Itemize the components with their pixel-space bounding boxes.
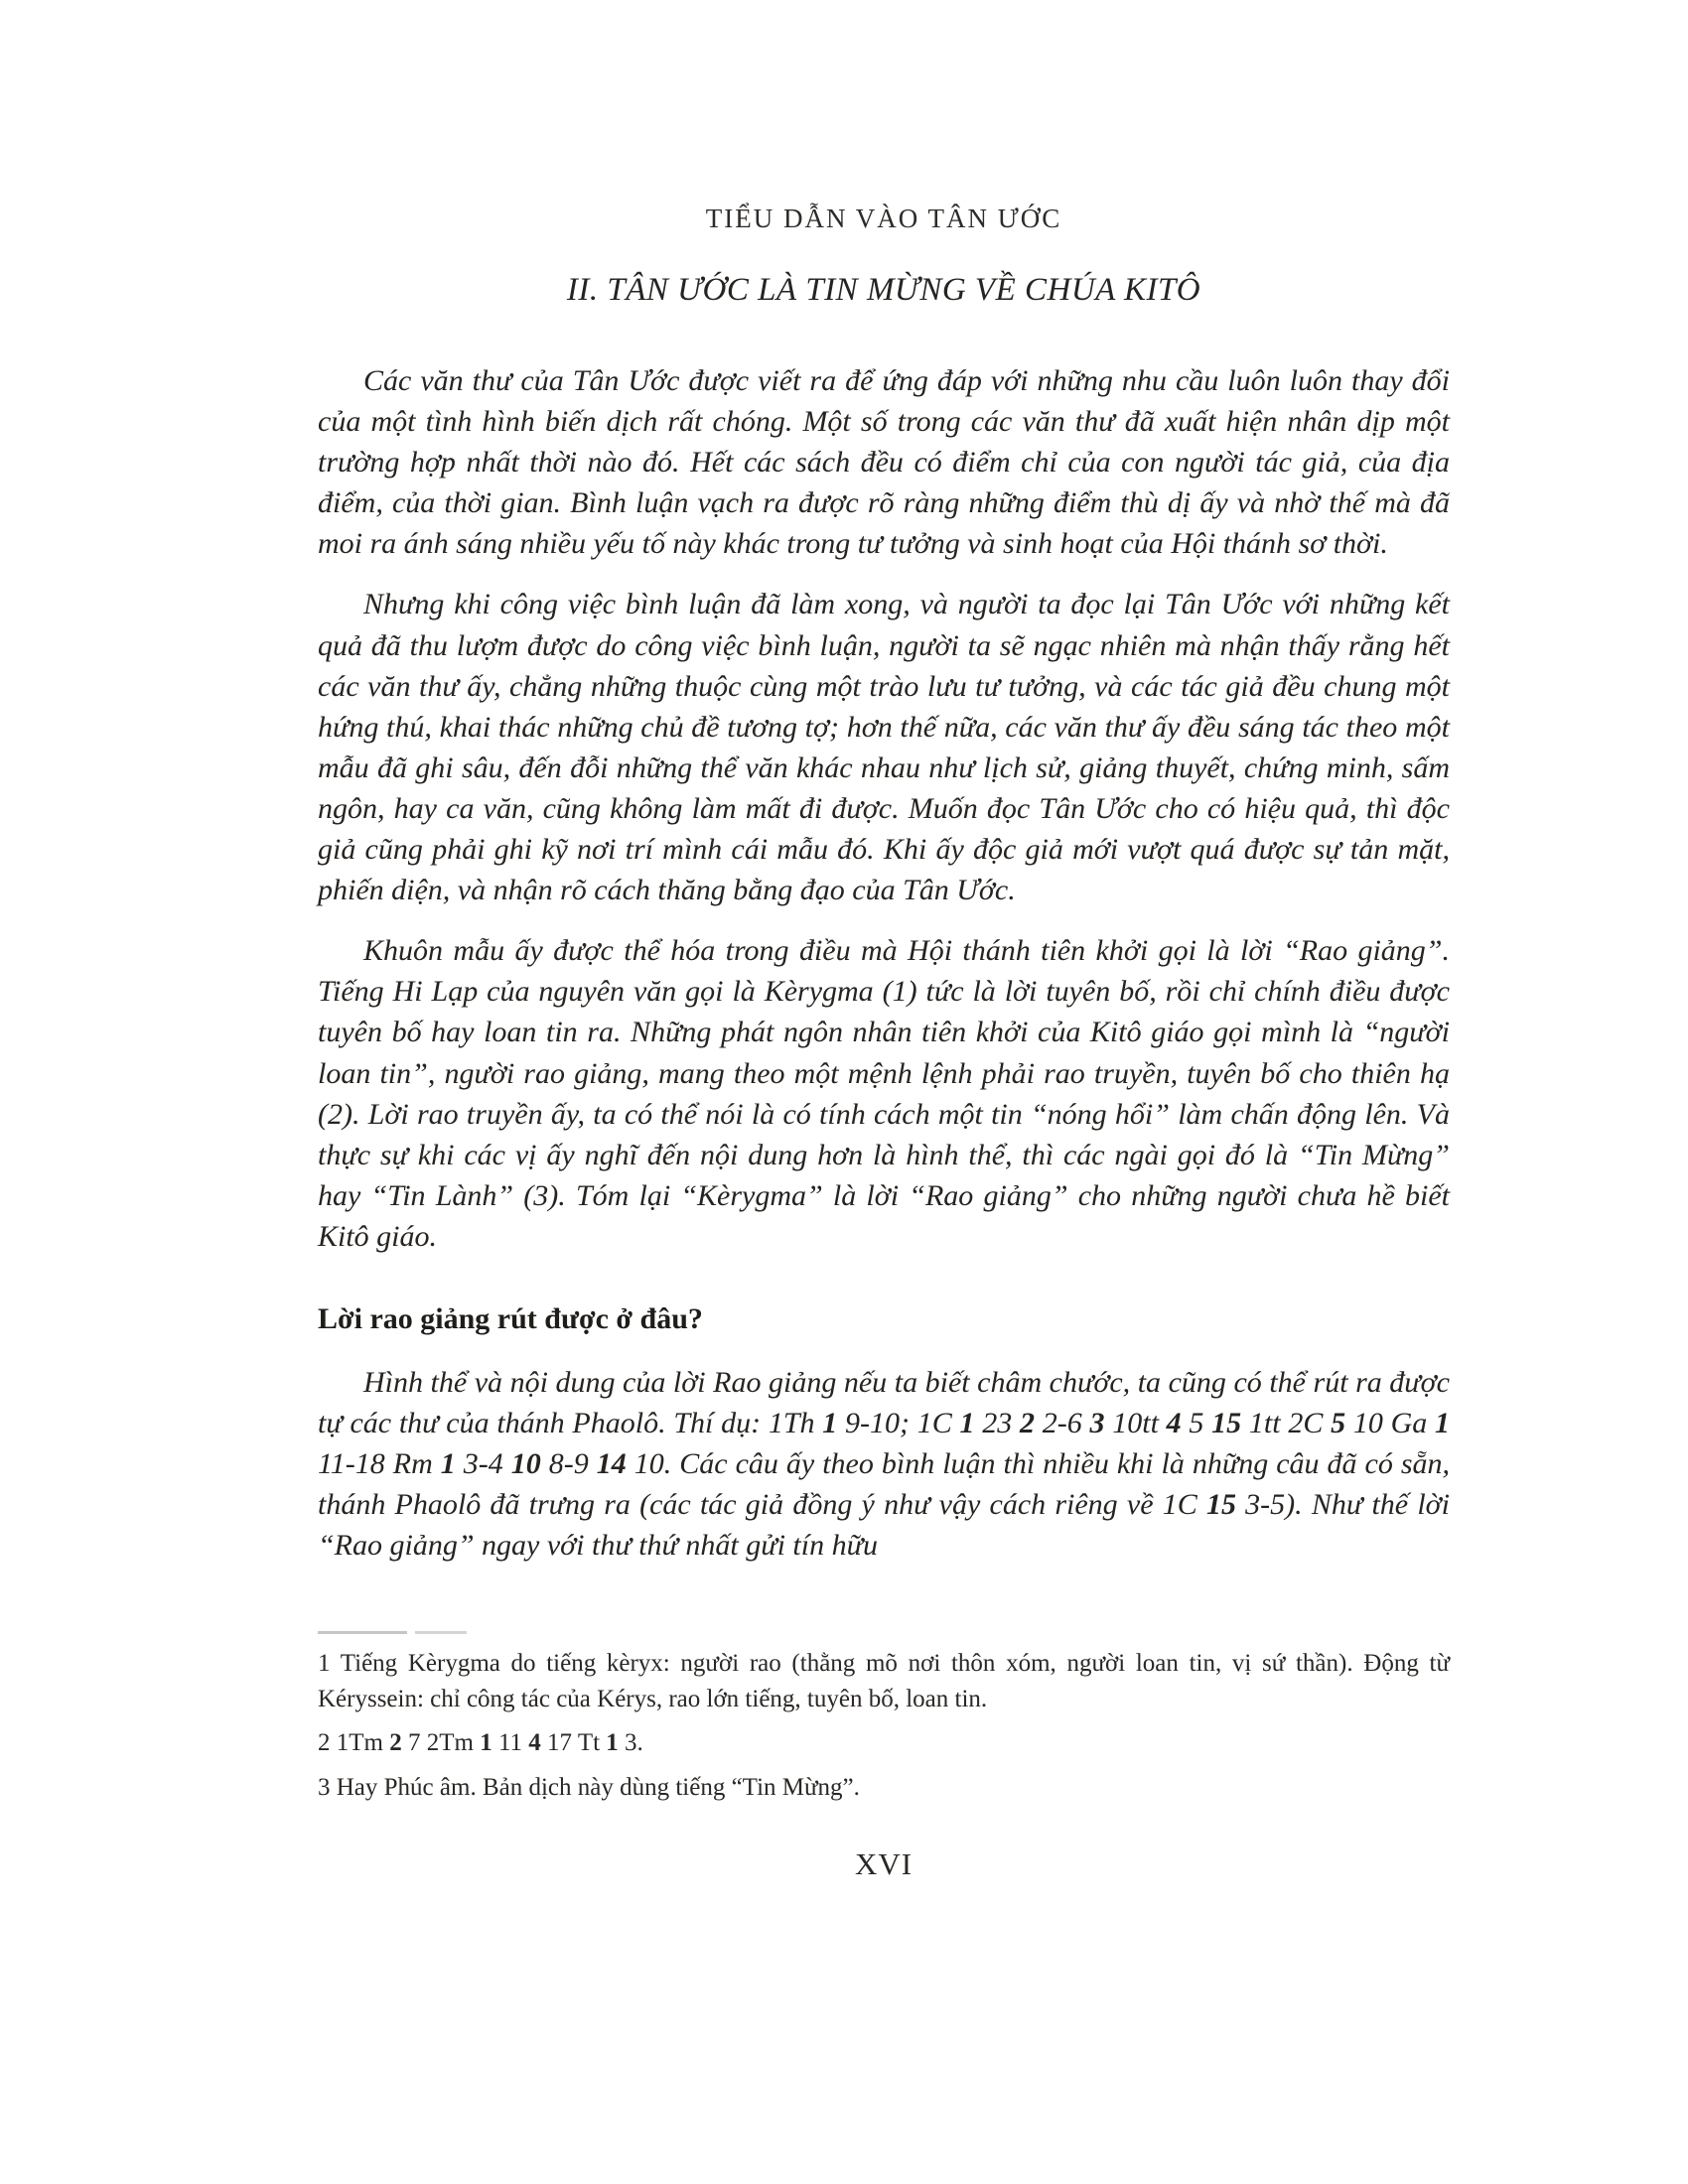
- divider-segment: [318, 1631, 407, 1634]
- page-number: XVI: [854, 1846, 914, 1882]
- footnote-divider: [318, 1631, 1450, 1634]
- body-paragraph-4-references: Hình thể và nội dung của lời Rao giảng nếu ta biết châm chước, ta cũng có thể rút ra được tự các thư của thánh Phaolô. Thí dụ: 1Th 1 9-10; 1C 1 23 2 2-6 3 10tt 4 5 15 1tt 2C 5 10 Ga 1 11-18 Rm 1 3-4 10 8-9 14 10. Các câu ấy theo bình luận thì nhiều khi là những câu đã có sẵn, thánh Phaolô đã trưng ra (các tác giả đồng ý như vậy cách riêng về 1C 15 3-5). Như thế lời “Rao giảng” ngay với thư thứ nhất gửi tín hữu: [318, 1365, 1451, 1563]
- body-paragraph-1: Các văn thư của Tân Ước được viết ra để ứng đáp với những nhu cầu luôn luôn thay đổi của một tình hình biến dịch rất chóng. Một số trong các văn thư đã xuất hiện nhân dịp một trường hợp nhất thời nào đó. Hết các sách đều có điểm chỉ của con người tác giả, của địa điểm, của thời gian. Bình luận vạch ra được rõ ràng những điểm thù dị ấy và nhờ thế mà đã moi ra ánh sáng nhiều yếu tố này khác trong tư tưởng và sinh hoạt của Hội thánh sơ thời.: [318, 364, 1450, 561]
- content-column: [318, 0, 1450, 1882]
- footnote-2: 2 1Tm 2 7 2Tm 1 11 4 17 Tt 1 3.: [318, 1729, 643, 1757]
- section-title: II. TÂN ƯỚC LÀ TIN MỪNG VỀ CHÚA KITÔ: [566, 272, 1201, 308]
- body-paragraph-3: Khuôn mẫu ấy được thể hóa trong điều mà Hội thánh tiên khởi gọi là lời “Rao giảng”. Tiếng Hi Lạp của nguyên văn gọi là Kèrygma (1) tức là lời tuyên bố, rồi chỉ chính điều được tuyên bố hay loan tin ra. Những phát ngôn nhân tiên khởi của Kitô giáo gọi mình là “người loan tin”, người rao giảng, mang theo một mệnh lệnh phải rao truyền, tuyên bố cho thiên hạ (2). Lời rao truyền ấy, ta có thể nói là có tính cách một tin “nóng hổi” làm chấn động lên. Và thực sự khi các vị ấy nghĩ đến nội dung hơn là hình thể, thì các ngài gọi đó là “Tin Mừng” hay “Tin Lành” (3). Tóm lại “Kèrygma” là lời “Rao giảng” cho những người chưa hề biết Kitô giáo.: [318, 934, 1450, 1253]
- footnotes-block: [318, 1646, 1450, 1805]
- divider-segment: [415, 1631, 467, 1634]
- subheading: Lời rao giảng rút được ở đâu?: [318, 1301, 703, 1335]
- running-header: TIỂU DẪN VÀO TÂN ƯỚC: [705, 204, 1062, 233]
- footnote-3: 3 Hay Phúc âm. Bản dịch này dùng tiếng “Tin Mừng”.: [318, 1773, 860, 1801]
- footnote-1: 1 Tiếng Kèrygma do tiếng kèryx: người rao (thằng mõ nơi thôn xóm, người loan tin, vị sứ thần). Động từ Kéryssein: chỉ công tác của Kérys, rao lớn tiếng, tuyên bố, loan tin.: [318, 1650, 1450, 1712]
- body-paragraph-2: Nhưng khi công việc bình luận đã làm xong, và người ta đọc lại Tân Ước với những kết quả đã thu lượm được do công việc bình luận, người ta sẽ ngạc nhiên mà nhận thấy rằng hết các văn thư ấy, chẳng những thuộc cùng một trào lưu tư tưởng, và các tác giả đều chung một hứng thú, khai thác những chủ đề tương tợ; hơn thế nữa, các văn thư ấy đều sáng tác theo một mẫu đã ghi sâu, đến đỗi những thể văn khác nhau như lịch sử, giảng thuyết, chứng minh, sấm ngôn, hay ca văn, cũng không làm mất đi được. Muốn đọc Tân Ước cho có hiệu quả, thì độc giả cũng phải ghi kỹ nơi trí mình cái mẫu đó. Khi ấy độc giả mới vượt quá được sự tản mặt, phiến diện, và nhận rõ cách thăng bằng đạo của Tân Ước.: [318, 588, 1450, 907]
